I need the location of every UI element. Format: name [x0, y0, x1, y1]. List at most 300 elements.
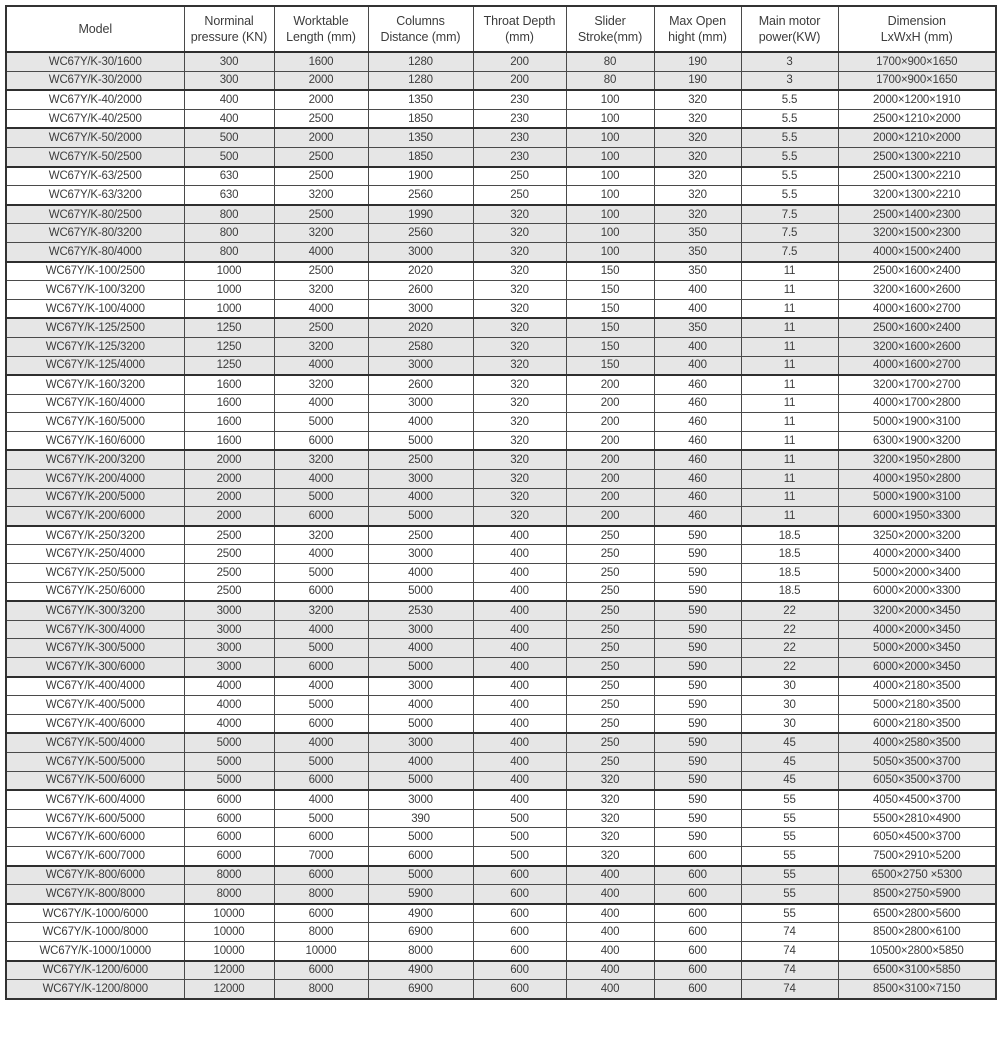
cell-max-open-hight: 460 [654, 450, 741, 469]
cell-columns-distance: 3000 [368, 356, 473, 375]
cell-columns-distance: 5000 [368, 431, 473, 450]
table-row [6, 488, 996, 507]
cell-worktable-length: 4000 [274, 394, 368, 413]
cell-model: WC67Y/K-63/2500 [6, 167, 184, 186]
cell-model: WC67Y/K-200/5000 [6, 488, 184, 507]
cell-max-open-hight: 590 [654, 752, 741, 771]
table-row [6, 356, 996, 375]
cell-dimension: 2500×1600×2400 [838, 262, 996, 281]
cell-columns-distance: 2020 [368, 262, 473, 281]
table-row [6, 318, 996, 337]
cell-max-open-hight: 590 [654, 564, 741, 583]
cell-columns-distance: 4000 [368, 752, 473, 771]
cell-model: WC67Y/K-80/4000 [6, 242, 184, 261]
cell-columns-distance: 3000 [368, 299, 473, 318]
cell-model: WC67Y/K-500/5000 [6, 752, 184, 771]
table-row [6, 242, 996, 261]
cell-norminal-pressure: 800 [184, 224, 274, 243]
cell-main-motor-power: 30 [741, 696, 838, 715]
table-row [6, 128, 996, 147]
cell-norminal-pressure: 500 [184, 147, 274, 166]
cell-columns-distance: 2560 [368, 224, 473, 243]
cell-columns-distance: 1280 [368, 71, 473, 90]
cell-model: WC67Y/K-100/3200 [6, 281, 184, 300]
cell-worktable-length: 6000 [274, 582, 368, 601]
cell-dimension: 6500×2800×5600 [838, 904, 996, 923]
column-header-line: hight (mm) [668, 30, 727, 44]
cell-dimension: 5000×2000×3450 [838, 639, 996, 658]
cell-main-motor-power: 18.5 [741, 526, 838, 545]
cell-norminal-pressure: 4000 [184, 677, 274, 696]
cell-model: WC67Y/K-80/3200 [6, 224, 184, 243]
cell-columns-distance: 5000 [368, 771, 473, 790]
cell-throat-depth: 600 [473, 904, 566, 923]
cell-dimension: 8500×3100×7150 [838, 980, 996, 999]
cell-columns-distance: 3000 [368, 790, 473, 809]
table-row [6, 714, 996, 733]
cell-throat-depth: 320 [473, 413, 566, 432]
cell-dimension: 6000×2000×3300 [838, 582, 996, 601]
cell-slider-stroke: 150 [566, 299, 654, 318]
cell-slider-stroke: 150 [566, 337, 654, 356]
cell-columns-distance: 5000 [368, 714, 473, 733]
cell-throat-depth: 320 [473, 356, 566, 375]
cell-slider-stroke: 100 [566, 186, 654, 205]
column-header-main-motor-power [741, 6, 838, 52]
cell-model: WC67Y/K-250/3200 [6, 526, 184, 545]
cell-slider-stroke: 250 [566, 733, 654, 752]
cell-worktable-length: 6000 [274, 507, 368, 526]
cell-throat-depth: 400 [473, 620, 566, 639]
cell-throat-depth: 400 [473, 545, 566, 564]
table-body [6, 52, 996, 999]
cell-norminal-pressure: 800 [184, 205, 274, 224]
cell-throat-depth: 500 [473, 846, 566, 865]
table-row [6, 205, 996, 224]
cell-columns-distance: 3000 [368, 242, 473, 261]
table-row [6, 904, 996, 923]
cell-main-motor-power: 45 [741, 771, 838, 790]
cell-dimension: 3200×1600×2600 [838, 281, 996, 300]
cell-main-motor-power: 74 [741, 961, 838, 980]
cell-slider-stroke: 250 [566, 639, 654, 658]
table-row [6, 71, 996, 90]
table-row [6, 470, 996, 489]
column-header-line: power(KW) [758, 30, 821, 44]
cell-slider-stroke: 320 [566, 846, 654, 865]
cell-main-motor-power: 22 [741, 620, 838, 639]
cell-columns-distance: 4000 [368, 639, 473, 658]
table-row [6, 658, 996, 677]
cell-throat-depth: 230 [473, 90, 566, 109]
cell-model: WC67Y/K-50/2500 [6, 147, 184, 166]
cell-throat-depth: 320 [473, 337, 566, 356]
cell-slider-stroke: 400 [566, 941, 654, 960]
cell-throat-depth: 320 [473, 450, 566, 469]
cell-slider-stroke: 250 [566, 601, 654, 620]
cell-dimension: 4000×2180×3500 [838, 677, 996, 696]
header-row [6, 6, 996, 52]
table-row [6, 771, 996, 790]
cell-worktable-length: 2000 [274, 90, 368, 109]
table-row [6, 109, 996, 128]
cell-max-open-hight: 400 [654, 281, 741, 300]
cell-dimension: 6050×3500×3700 [838, 771, 996, 790]
cell-main-motor-power: 22 [741, 658, 838, 677]
cell-dimension: 3200×1500×2300 [838, 224, 996, 243]
column-header-line: Columns [396, 13, 445, 28]
cell-columns-distance: 3000 [368, 620, 473, 639]
cell-throat-depth: 230 [473, 109, 566, 128]
cell-model: WC67Y/K-250/4000 [6, 545, 184, 564]
cell-dimension: 5050×3500×3700 [838, 752, 996, 771]
table-row [6, 923, 996, 942]
cell-dimension: 5500×2810×4900 [838, 809, 996, 828]
cell-model: WC67Y/K-100/2500 [6, 262, 184, 281]
cell-max-open-hight: 600 [654, 885, 741, 904]
machine-spec-table [5, 5, 997, 1000]
cell-model: WC67Y/K-125/4000 [6, 356, 184, 375]
cell-max-open-hight: 350 [654, 224, 741, 243]
cell-worktable-length: 10000 [274, 941, 368, 960]
cell-dimension: 10500×2800×5850 [838, 941, 996, 960]
cell-main-motor-power: 7.5 [741, 242, 838, 261]
cell-max-open-hight: 590 [654, 733, 741, 752]
cell-worktable-length: 4000 [274, 677, 368, 696]
cell-max-open-hight: 460 [654, 470, 741, 489]
cell-norminal-pressure: 2500 [184, 526, 274, 545]
cell-throat-depth: 200 [473, 52, 566, 71]
cell-throat-depth: 320 [473, 224, 566, 243]
cell-columns-distance: 2600 [368, 281, 473, 300]
cell-main-motor-power: 5.5 [741, 109, 838, 128]
cell-norminal-pressure: 1600 [184, 431, 274, 450]
cell-main-motor-power: 18.5 [741, 545, 838, 564]
table-row [6, 941, 996, 960]
cell-throat-depth: 500 [473, 809, 566, 828]
cell-columns-distance: 3000 [368, 677, 473, 696]
cell-worktable-length: 3200 [274, 375, 368, 394]
cell-max-open-hight: 590 [654, 771, 741, 790]
cell-max-open-hight: 600 [654, 923, 741, 942]
cell-norminal-pressure: 3000 [184, 601, 274, 620]
cell-slider-stroke: 80 [566, 71, 654, 90]
cell-worktable-length: 6000 [274, 961, 368, 980]
cell-main-motor-power: 7.5 [741, 205, 838, 224]
cell-columns-distance: 4000 [368, 696, 473, 715]
cell-worktable-length: 6000 [274, 904, 368, 923]
cell-norminal-pressure: 1250 [184, 318, 274, 337]
cell-dimension: 4000×1600×2700 [838, 299, 996, 318]
cell-worktable-length: 3200 [274, 450, 368, 469]
cell-throat-depth: 400 [473, 601, 566, 620]
cell-dimension: 6050×4500×3700 [838, 828, 996, 847]
cell-columns-distance: 390 [368, 809, 473, 828]
cell-max-open-hight: 590 [654, 545, 741, 564]
cell-main-motor-power: 55 [741, 866, 838, 885]
cell-worktable-length: 4000 [274, 242, 368, 261]
cell-dimension: 6500×3100×5850 [838, 961, 996, 980]
cell-main-motor-power: 7.5 [741, 224, 838, 243]
cell-dimension: 5000×1900×3100 [838, 488, 996, 507]
cell-main-motor-power: 11 [741, 281, 838, 300]
cell-slider-stroke: 400 [566, 866, 654, 885]
cell-worktable-length: 5000 [274, 413, 368, 432]
table-row [6, 677, 996, 696]
cell-worktable-length: 1600 [274, 52, 368, 71]
column-header-worktable-length [274, 6, 368, 52]
cell-throat-depth: 400 [473, 677, 566, 696]
cell-slider-stroke: 200 [566, 413, 654, 432]
cell-max-open-hight: 320 [654, 109, 741, 128]
cell-max-open-hight: 190 [654, 71, 741, 90]
cell-slider-stroke: 250 [566, 545, 654, 564]
column-header-line: Max Open [669, 13, 726, 28]
cell-columns-distance: 1990 [368, 205, 473, 224]
table-row [6, 413, 996, 432]
cell-slider-stroke: 200 [566, 507, 654, 526]
cell-columns-distance: 5000 [368, 507, 473, 526]
cell-max-open-hight: 400 [654, 356, 741, 375]
cell-model: WC67Y/K-250/5000 [6, 564, 184, 583]
cell-main-motor-power: 11 [741, 318, 838, 337]
column-header-max-open-hight [654, 6, 741, 52]
cell-norminal-pressure: 1000 [184, 299, 274, 318]
cell-max-open-hight: 590 [654, 582, 741, 601]
cell-max-open-hight: 320 [654, 186, 741, 205]
cell-columns-distance: 5000 [368, 582, 473, 601]
cell-throat-depth: 600 [473, 923, 566, 942]
cell-max-open-hight: 400 [654, 337, 741, 356]
cell-throat-depth: 400 [473, 752, 566, 771]
cell-max-open-hight: 460 [654, 431, 741, 450]
cell-columns-distance: 3000 [368, 394, 473, 413]
cell-columns-distance: 1850 [368, 147, 473, 166]
cell-norminal-pressure: 1600 [184, 375, 274, 394]
column-header-line: Norminal [204, 13, 254, 28]
cell-main-motor-power: 11 [741, 431, 838, 450]
cell-worktable-length: 6000 [274, 866, 368, 885]
cell-main-motor-power: 11 [741, 488, 838, 507]
cell-dimension: 2000×1210×2000 [838, 128, 996, 147]
cell-max-open-hight: 590 [654, 790, 741, 809]
column-header-model [6, 6, 184, 52]
cell-slider-stroke: 150 [566, 318, 654, 337]
cell-main-motor-power: 30 [741, 714, 838, 733]
cell-norminal-pressure: 5000 [184, 771, 274, 790]
cell-slider-stroke: 200 [566, 488, 654, 507]
cell-norminal-pressure: 630 [184, 167, 274, 186]
cell-worktable-length: 4000 [274, 470, 368, 489]
cell-worktable-length: 8000 [274, 980, 368, 999]
cell-main-motor-power: 11 [741, 470, 838, 489]
column-header-line: Throat Depth [483, 13, 556, 28]
cell-columns-distance: 2560 [368, 186, 473, 205]
cell-dimension: 3200×1600×2600 [838, 337, 996, 356]
cell-dimension: 2000×1200×1910 [838, 90, 996, 109]
cell-dimension: 3250×2000×3200 [838, 526, 996, 545]
cell-norminal-pressure: 800 [184, 242, 274, 261]
cell-columns-distance: 2020 [368, 318, 473, 337]
cell-model: WC67Y/K-800/8000 [6, 885, 184, 904]
column-header-norminal-pressure [184, 6, 274, 52]
cell-max-open-hight: 400 [654, 299, 741, 318]
cell-main-motor-power: 74 [741, 923, 838, 942]
cell-worktable-length: 3200 [274, 337, 368, 356]
cell-throat-depth: 600 [473, 885, 566, 904]
table-row [6, 526, 996, 545]
cell-main-motor-power: 3 [741, 71, 838, 90]
cell-model: WC67Y/K-100/4000 [6, 299, 184, 318]
cell-norminal-pressure: 3000 [184, 620, 274, 639]
table-row [6, 224, 996, 243]
cell-model: WC67Y/K-500/4000 [6, 733, 184, 752]
cell-max-open-hight: 590 [654, 620, 741, 639]
cell-norminal-pressure: 2000 [184, 470, 274, 489]
cell-main-motor-power: 11 [741, 394, 838, 413]
cell-norminal-pressure: 8000 [184, 866, 274, 885]
cell-worktable-length: 3200 [274, 601, 368, 620]
cell-worktable-length: 2500 [274, 167, 368, 186]
column-header-line: Distance (mm) [380, 30, 461, 44]
cell-model: WC67Y/K-125/3200 [6, 337, 184, 356]
cell-main-motor-power: 11 [741, 375, 838, 394]
cell-norminal-pressure: 300 [184, 52, 274, 71]
cell-dimension: 2500×1300×2210 [838, 167, 996, 186]
table-row [6, 620, 996, 639]
cell-norminal-pressure: 300 [184, 71, 274, 90]
cell-main-motor-power: 11 [741, 337, 838, 356]
table-row [6, 431, 996, 450]
cell-worktable-length: 5000 [274, 639, 368, 658]
cell-columns-distance: 8000 [368, 941, 473, 960]
column-header-line: Worktable [293, 13, 349, 28]
cell-norminal-pressure: 2000 [184, 488, 274, 507]
cell-columns-distance: 2600 [368, 375, 473, 394]
cell-max-open-hight: 590 [654, 696, 741, 715]
cell-norminal-pressure: 4000 [184, 714, 274, 733]
cell-max-open-hight: 590 [654, 809, 741, 828]
cell-dimension: 4000×2000×3400 [838, 545, 996, 564]
cell-model: WC67Y/K-30/2000 [6, 71, 184, 90]
cell-norminal-pressure: 2000 [184, 450, 274, 469]
cell-max-open-hight: 590 [654, 601, 741, 620]
cell-slider-stroke: 100 [566, 224, 654, 243]
cell-dimension: 1700×900×1650 [838, 71, 996, 90]
cell-columns-distance: 2530 [368, 601, 473, 620]
cell-norminal-pressure: 6000 [184, 790, 274, 809]
cell-max-open-hight: 600 [654, 846, 741, 865]
cell-max-open-hight: 460 [654, 375, 741, 394]
cell-throat-depth: 320 [473, 375, 566, 394]
cell-model: WC67Y/K-300/6000 [6, 658, 184, 677]
cell-slider-stroke: 150 [566, 262, 654, 281]
cell-main-motor-power: 55 [741, 846, 838, 865]
cell-worktable-length: 8000 [274, 885, 368, 904]
cell-model: WC67Y/K-1200/8000 [6, 980, 184, 999]
cell-throat-depth: 400 [473, 658, 566, 677]
cell-main-motor-power: 18.5 [741, 564, 838, 583]
cell-throat-depth: 230 [473, 147, 566, 166]
table-row [6, 885, 996, 904]
column-header-line: (mm) [505, 30, 534, 44]
cell-model: WC67Y/K-250/6000 [6, 582, 184, 601]
cell-slider-stroke: 250 [566, 526, 654, 545]
cell-slider-stroke: 200 [566, 470, 654, 489]
table-row [6, 281, 996, 300]
cell-throat-depth: 320 [473, 205, 566, 224]
cell-dimension: 4000×2000×3450 [838, 620, 996, 639]
cell-columns-distance: 3000 [368, 470, 473, 489]
column-header-dimension [838, 6, 996, 52]
cell-norminal-pressure: 1250 [184, 337, 274, 356]
cell-model: WC67Y/K-50/2000 [6, 128, 184, 147]
table-row [6, 337, 996, 356]
cell-worktable-length: 6000 [274, 431, 368, 450]
cell-norminal-pressure: 12000 [184, 980, 274, 999]
table-row [6, 167, 996, 186]
cell-slider-stroke: 150 [566, 281, 654, 300]
cell-slider-stroke: 250 [566, 620, 654, 639]
cell-main-motor-power: 11 [741, 299, 838, 318]
cell-slider-stroke: 100 [566, 90, 654, 109]
cell-slider-stroke: 200 [566, 431, 654, 450]
cell-worktable-length: 3200 [274, 186, 368, 205]
cell-slider-stroke: 320 [566, 771, 654, 790]
cell-columns-distance: 2580 [368, 337, 473, 356]
cell-main-motor-power: 3 [741, 52, 838, 71]
cell-throat-depth: 320 [473, 299, 566, 318]
table-row [6, 980, 996, 999]
table-row [6, 733, 996, 752]
table-row [6, 564, 996, 583]
cell-main-motor-power: 55 [741, 885, 838, 904]
cell-main-motor-power: 5.5 [741, 186, 838, 205]
cell-main-motor-power: 22 [741, 601, 838, 620]
cell-dimension: 4000×1500×2400 [838, 242, 996, 261]
cell-columns-distance: 4900 [368, 904, 473, 923]
cell-throat-depth: 200 [473, 71, 566, 90]
cell-max-open-hight: 600 [654, 980, 741, 999]
cell-dimension: 4000×1700×2800 [838, 394, 996, 413]
cell-worktable-length: 5000 [274, 696, 368, 715]
table-row [6, 828, 996, 847]
cell-main-motor-power: 5.5 [741, 128, 838, 147]
cell-dimension: 6500×2750 ×5300 [838, 866, 996, 885]
cell-model: WC67Y/K-400/6000 [6, 714, 184, 733]
cell-slider-stroke: 320 [566, 790, 654, 809]
cell-worktable-length: 4000 [274, 356, 368, 375]
cell-slider-stroke: 100 [566, 109, 654, 128]
cell-throat-depth: 400 [473, 790, 566, 809]
cell-throat-depth: 230 [473, 128, 566, 147]
cell-worktable-length: 8000 [274, 923, 368, 942]
cell-max-open-hight: 590 [654, 714, 741, 733]
cell-throat-depth: 320 [473, 507, 566, 526]
column-header-line: Main motor [758, 13, 821, 28]
cell-norminal-pressure: 6000 [184, 828, 274, 847]
cell-throat-depth: 250 [473, 186, 566, 205]
cell-dimension: 8500×2800×6100 [838, 923, 996, 942]
cell-worktable-length: 5000 [274, 809, 368, 828]
cell-throat-depth: 400 [473, 582, 566, 601]
table-row [6, 866, 996, 885]
table-row [6, 752, 996, 771]
cell-throat-depth: 320 [473, 281, 566, 300]
table-row [6, 262, 996, 281]
table-row [6, 507, 996, 526]
cell-worktable-length: 6000 [274, 771, 368, 790]
